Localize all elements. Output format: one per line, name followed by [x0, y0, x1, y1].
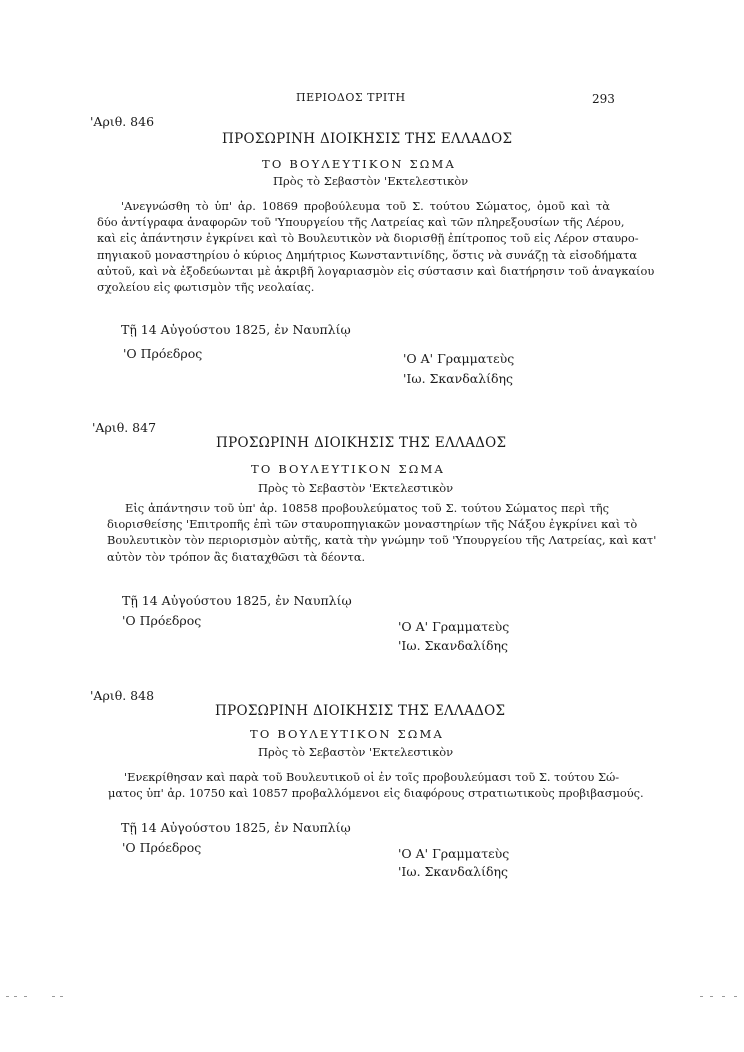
secretary-name: 'Ιω. Σκανδαλίδης: [403, 371, 514, 386]
text-line: πηγιακοῦ μοναστηρίου ὁ κύριος Δημήτριος Κωνσταντινίδης, ὅστις νὰ συνάζῃ τὰ εἰσοδήματα: [97, 247, 638, 262]
date-line: Τῇ 14 Αὐγούστου 1825, ἐν Ναυπλίῳ: [122, 593, 352, 608]
text-line: ματος ὑπ' ἀρ. 10750 καὶ 10857 προβαλλόμενοι εἰς διαφόρους στρατιωτικοὺς προβιβασμούς.: [108, 786, 644, 801]
date-line: Τῇ 14 Αὐγούστου 1825, ἐν Ναυπλίῳ: [121, 820, 351, 835]
date-line: Τῇ 14 Αὐγούστου 1825, ἐν Ναυπλίῳ: [121, 322, 351, 337]
document-text: [97, 198, 655, 295]
text-line: αὐτὸν τὸν τρόπον ἂς διαταχθῶσι τὰ δέοντα.: [107, 549, 366, 564]
scan-margin-marks: [0, 996, 744, 1002]
body-title: ΤΟ ΒΟΥΛΕΥΤΙΚΟΝ ΣΩΜΑ: [251, 462, 446, 476]
document-text: [107, 500, 657, 565]
text-line: καὶ εἰς ἀπάντησιν ἐγκρίνει καὶ τὸ Βουλευτικὸν νὰ διορισθῇ ἐπίτροπος τοῦ εἰς Λέρον σταυρο-: [97, 231, 639, 246]
secretary-title: 'Ο Α' Γραμματεὺς: [403, 351, 515, 366]
text-line: 'Ανεγνώσθη τὸ ὑπ' ἀρ. 10869 προβούλευμα τοῦ Σ. τούτου Σώματος, ὁμοῦ καὶ τὰ: [121, 199, 610, 213]
secretary-name: 'Ιω. Σκανδαλίδης: [398, 864, 509, 879]
document-number: 'Αριθ. 848: [90, 688, 155, 703]
government-heading: ΠΡΟΣΩΡΙΝΗ ΔΙΟΙΚΗΣΙΣ ΤΗΣ ΕΛΛΑΔΟΣ: [222, 131, 513, 147]
text-line: διορισθείσης 'Επιτροπῆς ἐπὶ τῶν σταυροπηγιακῶν μοναστηρίων τῆς Νάξου ἐγκρίνει καὶ τὸ: [107, 517, 638, 532]
president-signature: 'Ο Πρόεδρος: [122, 840, 202, 855]
document-number: 'Αριθ. 846: [90, 114, 155, 129]
addressee: Πρὸς τὸ Σεβαστὸν 'Εκτελεστικὸν: [258, 745, 454, 759]
secretary-name: 'Ιω. Σκανδαλίδης: [398, 638, 509, 653]
text-line: Βουλευτικὸν τὸν περιορισμὸν αὐτῆς, κατὰ τὴν γνώμην τοῦ 'Υπουργείου τῆς Λατρείας, καὶ κατ': [107, 533, 657, 548]
addressee: Πρὸς τὸ Σεβαστὸν 'Εκτελεστικὸν: [258, 481, 454, 495]
running-title: ΠΕΡΙΟΔΟΣ ΤΡΙΤΗ: [296, 91, 406, 104]
text-line: Εἰς ἀπάντησιν τοῦ ὑπ' ἀρ. 10858 προβουλεύματος τοῦ Σ. τούτου Σώματος περὶ τῆς: [125, 501, 609, 515]
text-line: αὐτοῦ, καὶ νὰ ἐξοδεύωνται μὲ ἀκριβῆ λογαριασμὸν εἰς σύστασιν καὶ διατήρησιν τοῦ ἀναγκαίου: [97, 263, 655, 278]
text-line: δύο ἀντίγραφα ἀναφορῶν τοῦ 'Υπουργείου τῆς Λατρείας καὶ τῶν πληρεξουσίων τῆς Λέρου,: [97, 215, 625, 230]
page-number: 293: [592, 92, 615, 106]
text-line: σχολείου εἰς φωτισμὸν τῆς νεολαίας.: [97, 280, 315, 295]
government-heading: ΠΡΟΣΩΡΙΝΗ ΔΙΟΙΚΗΣΙΣ ΤΗΣ ΕΛΛΑΔΟΣ: [215, 703, 506, 719]
government-heading: ΠΡΟΣΩΡΙΝΗ ΔΙΟΙΚΗΣΙΣ ΤΗΣ ΕΛΛΑΔΟΣ: [216, 435, 507, 451]
document-text: [108, 769, 644, 801]
president-signature: 'Ο Πρόεδρος: [123, 346, 203, 361]
text-line: 'Ενεκρίθησαν καὶ παρὰ τοῦ Βουλευτικοῦ οἱ ἐν τοῖς προβουλεύμασι τοῦ Σ. τούτου Σώ-: [124, 770, 620, 784]
secretary-title: 'Ο Α' Γραμματεὺς: [398, 846, 510, 861]
document-number: 'Αριθ. 847: [92, 420, 157, 435]
body-title: ΤΟ ΒΟΥΛΕΥΤΙΚΟΝ ΣΩΜΑ: [262, 157, 457, 171]
body-title: ΤΟ ΒΟΥΛΕΥΤΙΚΟΝ ΣΩΜΑ: [250, 727, 445, 741]
addressee: Πρὸς τὸ Σεβαστὸν 'Εκτελεστικὸν: [273, 174, 469, 188]
president-signature: 'Ο Πρόεδρος: [122, 613, 202, 628]
secretary-title: 'Ο Α' Γραμματεὺς: [398, 619, 510, 634]
